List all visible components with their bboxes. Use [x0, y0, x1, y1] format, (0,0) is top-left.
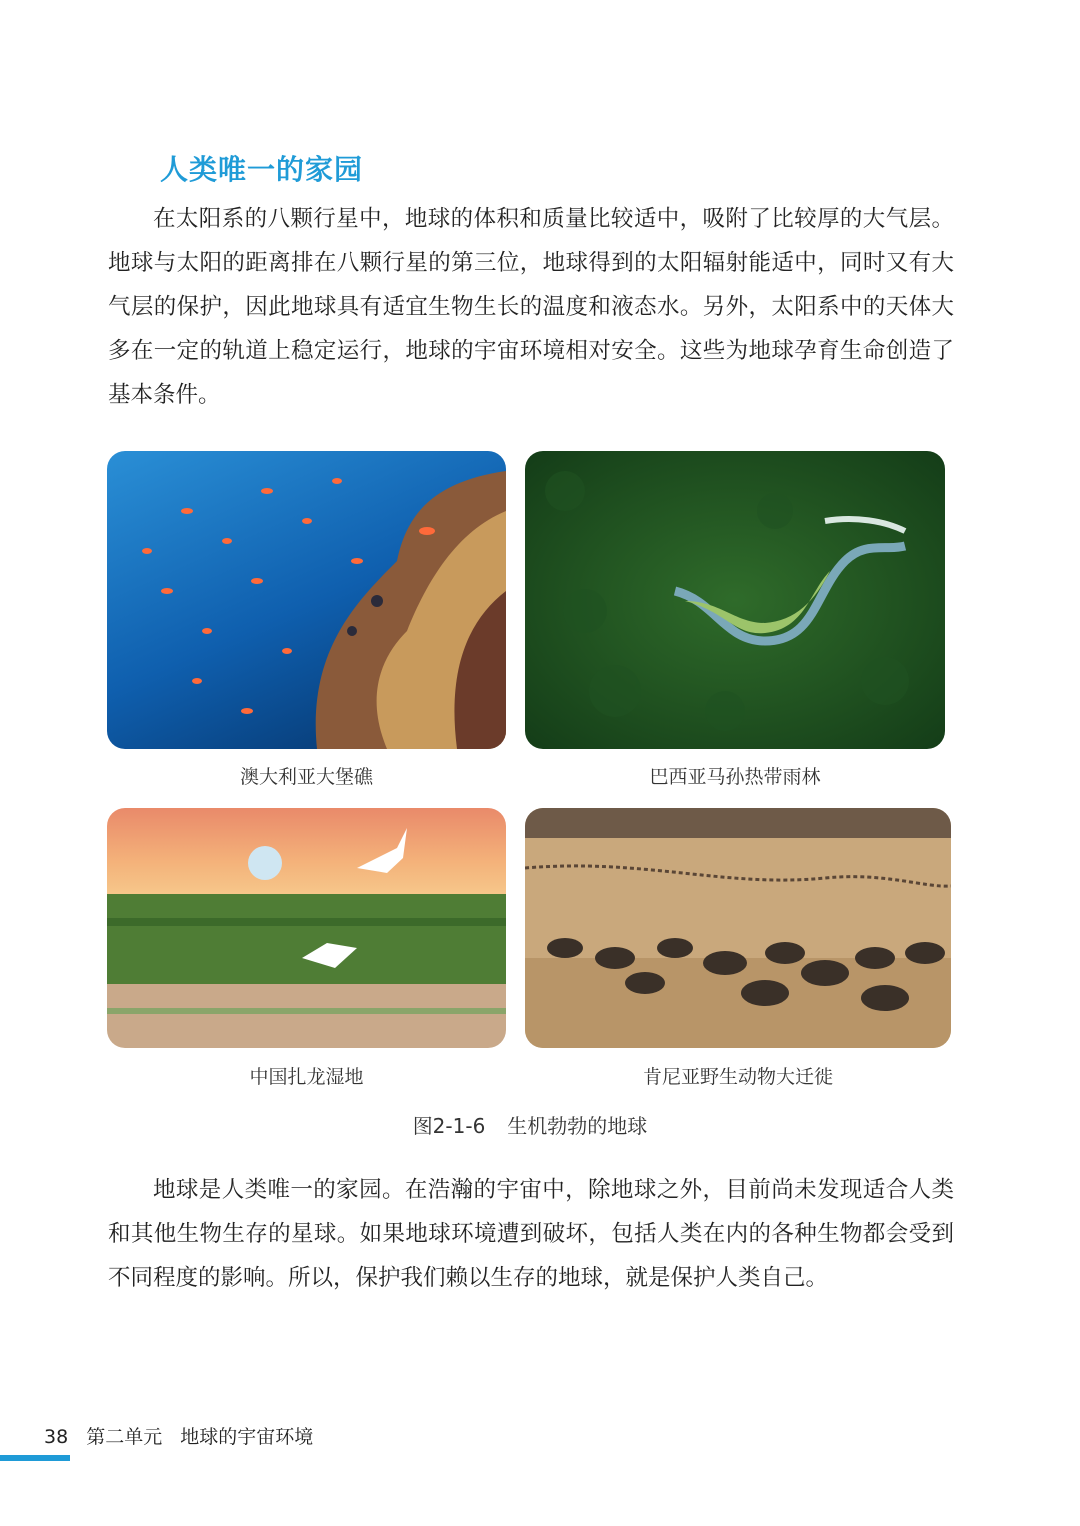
footer-accent-bar [0, 1455, 70, 1461]
caption-kenya-migration: 肯尼亚野生动物大迁徙 [642, 1066, 833, 1088]
page-number: 38 [44, 1426, 69, 1448]
paragraph-2: 地球是人类唯一的家园。在浩瀚的宇宙中，除地球之外，目前尚未发现适合人类和其他生物生存的星球。如果地球环境遭到破坏，包括人类在内的各种生物都会受到不同程度的影响。所以，保护我们赖以生存的地球，就是保护人类自己。 [108, 1177, 954, 1291]
caption-zhalong-wetland: 中国扎龙湿地 [249, 1066, 364, 1088]
photo-great-barrier-reef [107, 451, 506, 749]
figure-caption [0, 1110, 1060, 1139]
unit-label: 第二单元 [86, 1426, 163, 1448]
unit-title: 地球的宇宙环境 [180, 1426, 314, 1448]
photo-zhalong-wetland [107, 808, 506, 1048]
photo-kenya-migration [525, 808, 951, 1048]
figure-title: 生机勃勃的地球 [507, 1114, 648, 1138]
figure-number: 图2-1-6 [412, 1114, 486, 1138]
section-title: 人类唯一的家园 [160, 153, 364, 186]
photo-amazon-rainforest [525, 451, 945, 749]
paragraph-1: 在太阳系的八颗行星中，地球的体积和质量比较适中，吸附了比较厚的大气层。地球与太阳的距离排在八颗行星的第三位，地球得到的太阳辐射能适中，同时又有大气层的保护，因此地球具有适宜生物生长的温度和液态水。另外，太阳系中的天体大多在一定的轨道上稳定运行，地球的宇宙环境相对安全。这些为地球孕育生命创造了基本条件。 [108, 206, 954, 408]
page-footer [44, 1422, 313, 1449]
caption-amazon-rainforest: 巴西亚马孙热带雨林 [649, 766, 821, 788]
caption-great-barrier-reef: 澳大利亚大堡礁 [239, 766, 373, 788]
